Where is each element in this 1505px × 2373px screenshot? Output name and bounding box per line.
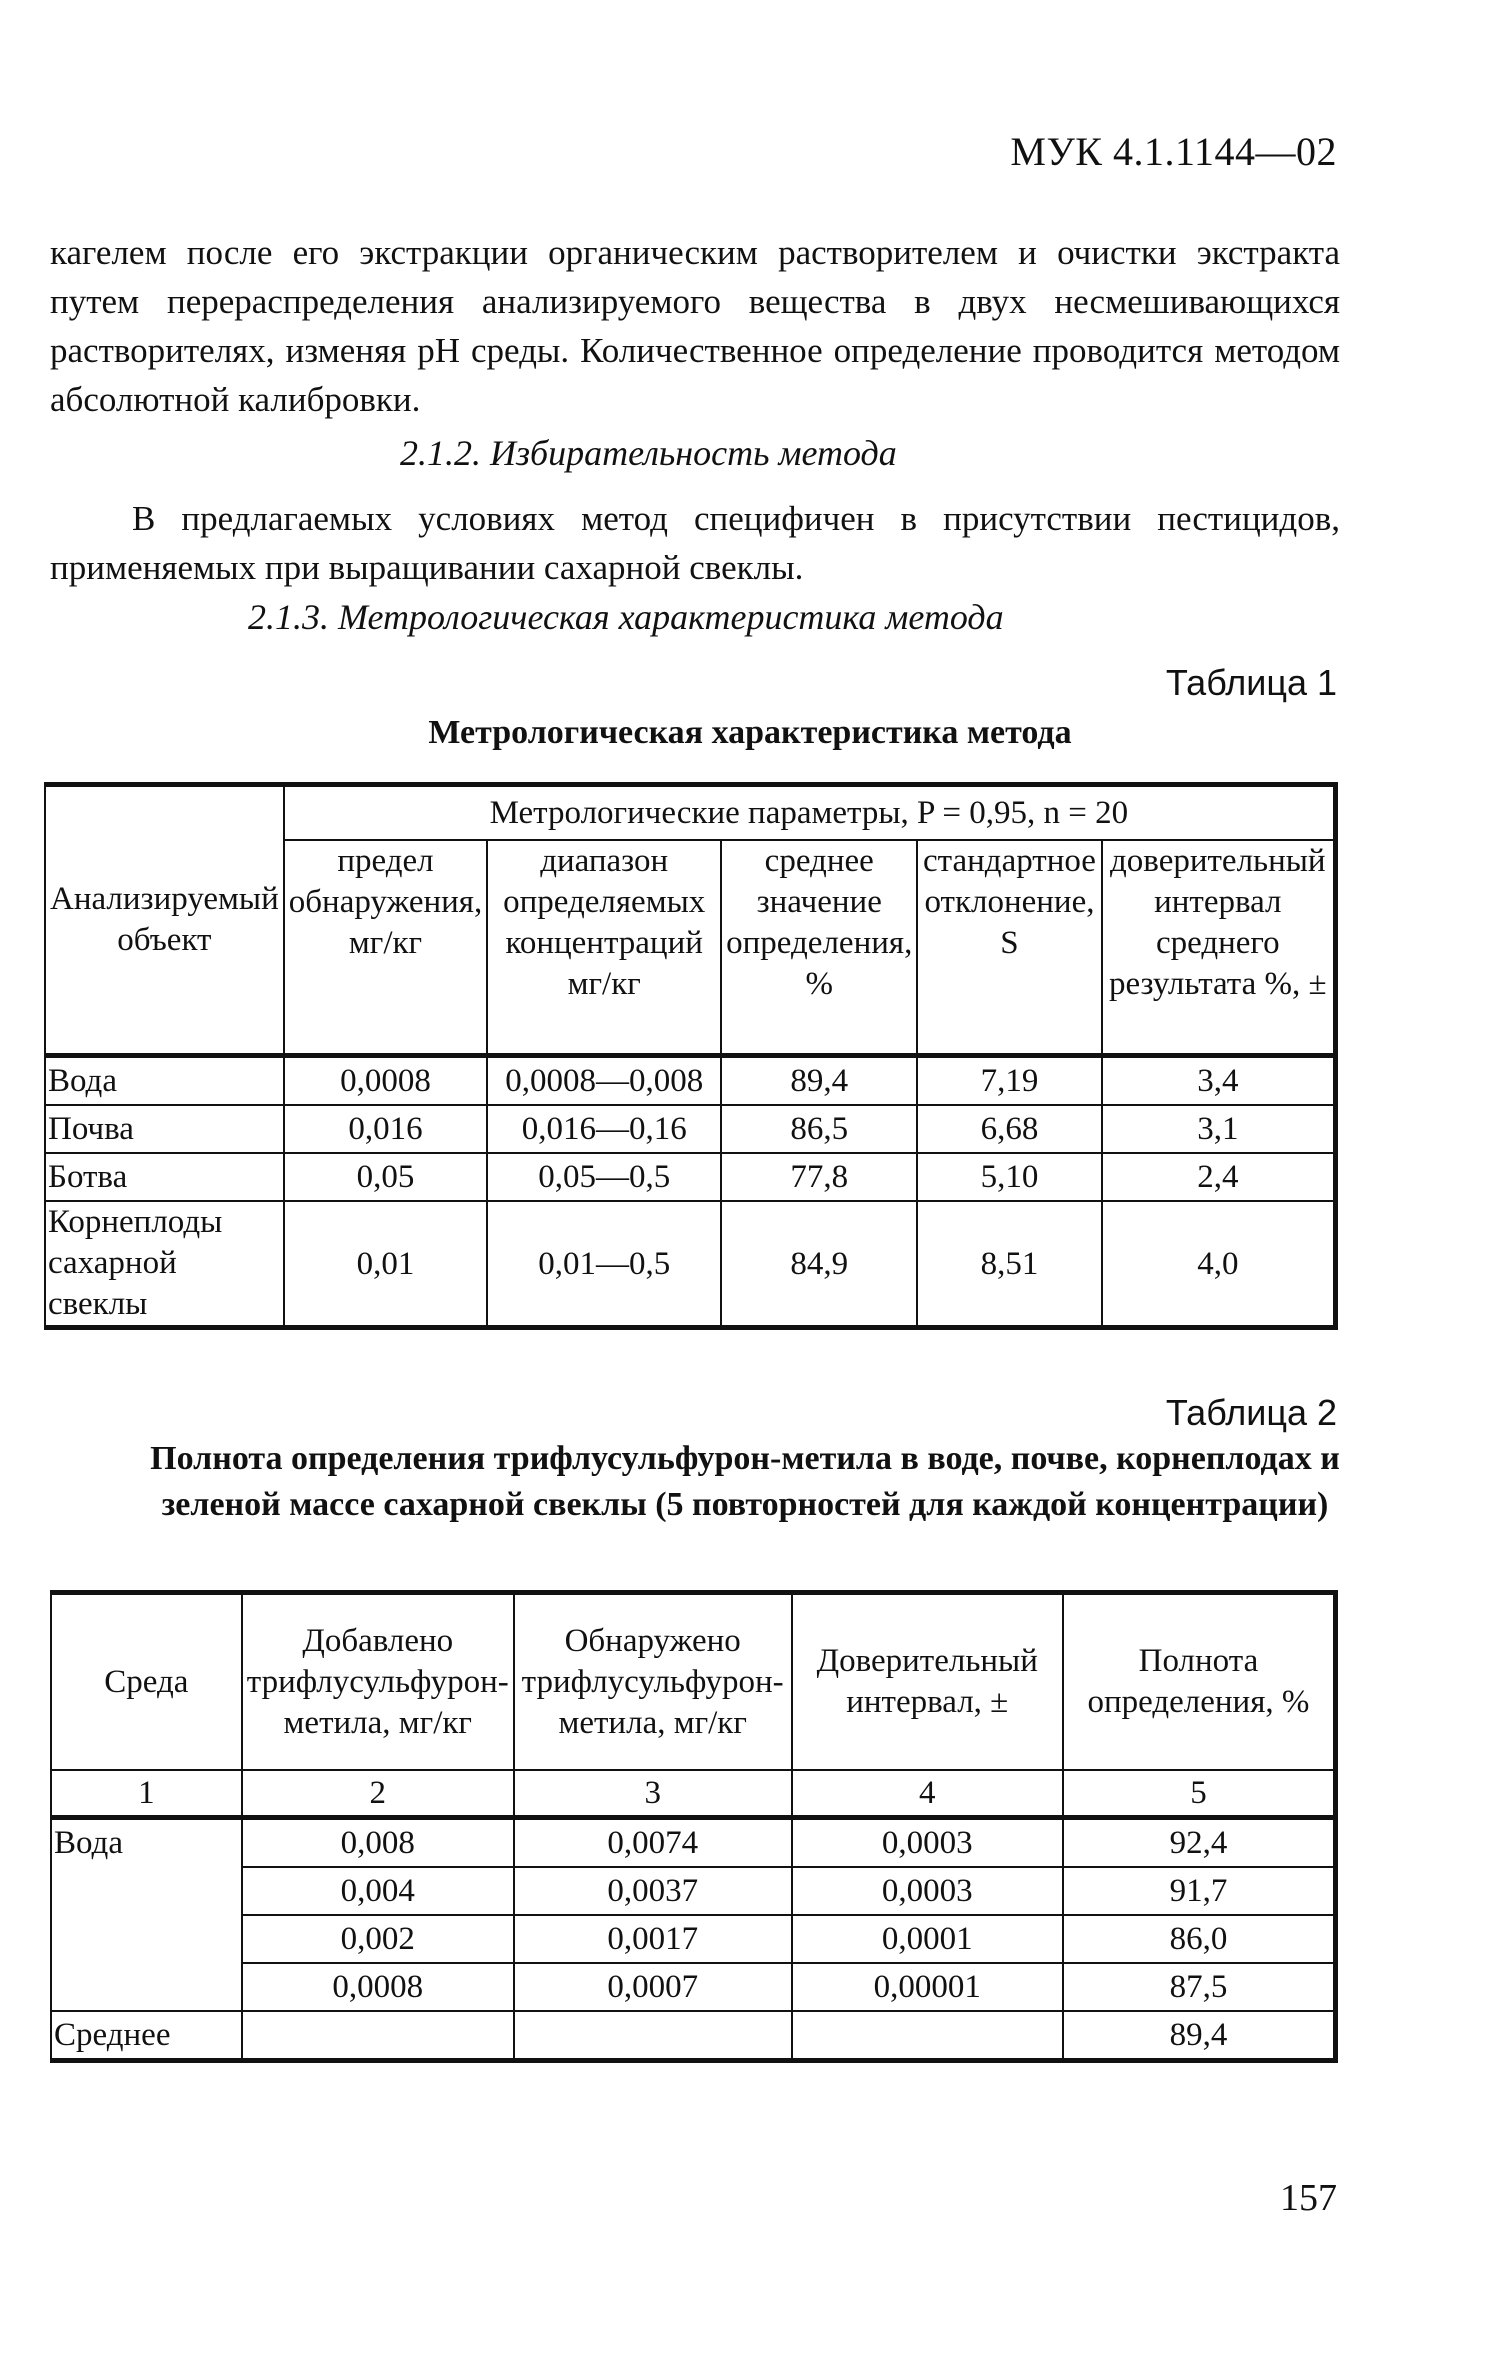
- table-cell: 3,4: [1102, 1056, 1336, 1106]
- column-number: 5: [1063, 1770, 1336, 1818]
- table1-group-header: Метрологические параметры, P = 0,95, n = 20: [284, 785, 1336, 841]
- table-cell: 0,016—0,16: [487, 1105, 721, 1153]
- column-number: 4: [792, 1770, 1063, 1818]
- table-cell: 87,5: [1063, 1963, 1336, 2011]
- table1-label: Таблица 1: [1165, 662, 1337, 703]
- table-cell: 92,4: [1063, 1818, 1336, 1868]
- table-cell-empty: [242, 2011, 514, 2061]
- table-cell: 5,10: [917, 1153, 1101, 1201]
- table-cell-object: Вода: [45, 1056, 284, 1106]
- table-row-average: [51, 2011, 1336, 2061]
- table-cell-object: Корнеплоды сахарной свеклы: [45, 1201, 284, 1328]
- table-cell-empty: [792, 2011, 1063, 2061]
- table-cell: 0,0007: [514, 1963, 792, 2011]
- section-heading-2-1-2: 2.1.2. Избирательность метода: [400, 433, 897, 473]
- column-number: 1: [51, 1770, 242, 1818]
- table-cell: 0,05—0,5: [487, 1153, 721, 1201]
- table-cell: 0,0037: [514, 1867, 792, 1915]
- column-number: 2: [242, 1770, 514, 1818]
- table-cell-object: Ботва: [45, 1153, 284, 1201]
- table-cell: 0,01—0,5: [487, 1201, 721, 1328]
- metrology-table: [44, 782, 1338, 1330]
- table-cell: 0,008: [242, 1818, 514, 1868]
- table1-object-header: Анализируемый объект: [45, 785, 284, 1056]
- table1-col-header: доверительный интервал среднего результата %, ±: [1102, 840, 1336, 1056]
- table-cell: 0,0008—0,008: [487, 1056, 721, 1106]
- table2-col-header: Среда: [51, 1593, 242, 1771]
- table-cell: 4,0: [1102, 1201, 1336, 1328]
- table-cell: 0,002: [242, 1915, 514, 1963]
- table-cell: 91,7: [1063, 1867, 1336, 1915]
- table-cell: 77,8: [721, 1153, 917, 1201]
- table-cell: 89,4: [721, 1056, 917, 1106]
- table1-header-row: [45, 785, 1336, 841]
- table1-col-header: диапазон определяемых концентраций мг/кг: [487, 840, 721, 1056]
- table-cell: 86,5: [721, 1105, 917, 1153]
- table2-col-header: Доверительный интервал, ±: [792, 1593, 1063, 1771]
- table-row: [51, 1818, 1336, 1868]
- table1-col-header: среднее значение определения, %: [721, 840, 917, 1056]
- table-cell: 3,1: [1102, 1105, 1336, 1153]
- table-cell: 0,0074: [514, 1818, 792, 1868]
- table-cell: 0,0017: [514, 1915, 792, 1963]
- table-cell-empty: [51, 1867, 242, 1915]
- table-cell: 0,016: [284, 1105, 487, 1153]
- table-cell: 2,4: [1102, 1153, 1336, 1201]
- page-number: 157: [1280, 2177, 1337, 2219]
- table2-title: Полнота определения трифлусульфурон-метила в воде, почве, корнеплодах и зеленой массе сахарной свеклы (5 повторностей для каждой концентрации): [150, 1440, 1340, 1523]
- table-row: [51, 1867, 1336, 1915]
- table-row: [45, 1201, 1336, 1328]
- table-cell: 0,0008: [284, 1056, 487, 1106]
- table-cell: 0,0003: [792, 1867, 1063, 1915]
- table-row: [51, 1963, 1336, 2011]
- table-cell: 0,0001: [792, 1915, 1063, 1963]
- section-heading-2-1-3: 2.1.3. Метрологическая характеристика метода: [248, 597, 1004, 637]
- table-cell-medium: Вода: [51, 1818, 242, 1868]
- table1-col-header: предел обнаружения, мг/кг: [284, 840, 487, 1056]
- document-code: МУК 4.1.1144—02: [1010, 129, 1337, 174]
- table2-header-row: [51, 1593, 1336, 1771]
- table-cell: 0,004: [242, 1867, 514, 1915]
- table-cell: 86,0: [1063, 1915, 1336, 1963]
- table-cell-empty: [51, 1963, 242, 2011]
- table2-col-header: Обнаружено трифлусульфурон-метила, мг/кг: [514, 1593, 792, 1771]
- table-cell: 84,9: [721, 1201, 917, 1328]
- table-row: [51, 1915, 1336, 1963]
- table-row: [45, 1056, 1336, 1106]
- table-cell: 6,68: [917, 1105, 1101, 1153]
- table-cell: 7,19: [917, 1056, 1101, 1106]
- column-number: 3: [514, 1770, 792, 1818]
- table-row: [45, 1105, 1336, 1153]
- table2-col-header: Добавлено трифлусульфурон-метила, мг/кг: [242, 1593, 514, 1771]
- average-value: 89,4: [1063, 2011, 1336, 2061]
- table2-label: Таблица 2: [1165, 1392, 1337, 1433]
- table2-col-header: Полнота определения, %: [1063, 1593, 1336, 1771]
- table-cell: 0,05: [284, 1153, 487, 1201]
- paragraph-1: кагелем после его экстракции органическим растворителем и очистки экстракта путем перераспределения анализируемого вещества в двух несмешивающихся растворителях, изменяя pH среды. Количественное определение проводится методом абсолютной калибровки.: [50, 233, 1340, 419]
- average-label: Среднее: [51, 2011, 242, 2061]
- paragraph-2: В предлагаемых условиях метод специфичен в присутствии пестицидов, применяемых при выращивании сахарной свеклы.: [50, 499, 1340, 587]
- table-cell: 0,00001: [792, 1963, 1063, 2011]
- table-cell: 8,51: [917, 1201, 1101, 1328]
- table-row: [45, 1153, 1336, 1201]
- table-cell: 0,01: [284, 1201, 487, 1328]
- table1-col-header: стандартное отклонение, S: [917, 840, 1101, 1056]
- table-cell-empty: [51, 1915, 242, 1963]
- table-cell-object: Почва: [45, 1105, 284, 1153]
- table-cell-empty: [514, 2011, 792, 2061]
- table-cell: 0,0008: [242, 1963, 514, 2011]
- recovery-table: [50, 1590, 1338, 2063]
- table2-column-numbers: [51, 1770, 1336, 1818]
- table1-title: Метрологическая характеристика метода: [428, 714, 1072, 751]
- table-cell: 0,0003: [792, 1818, 1063, 1868]
